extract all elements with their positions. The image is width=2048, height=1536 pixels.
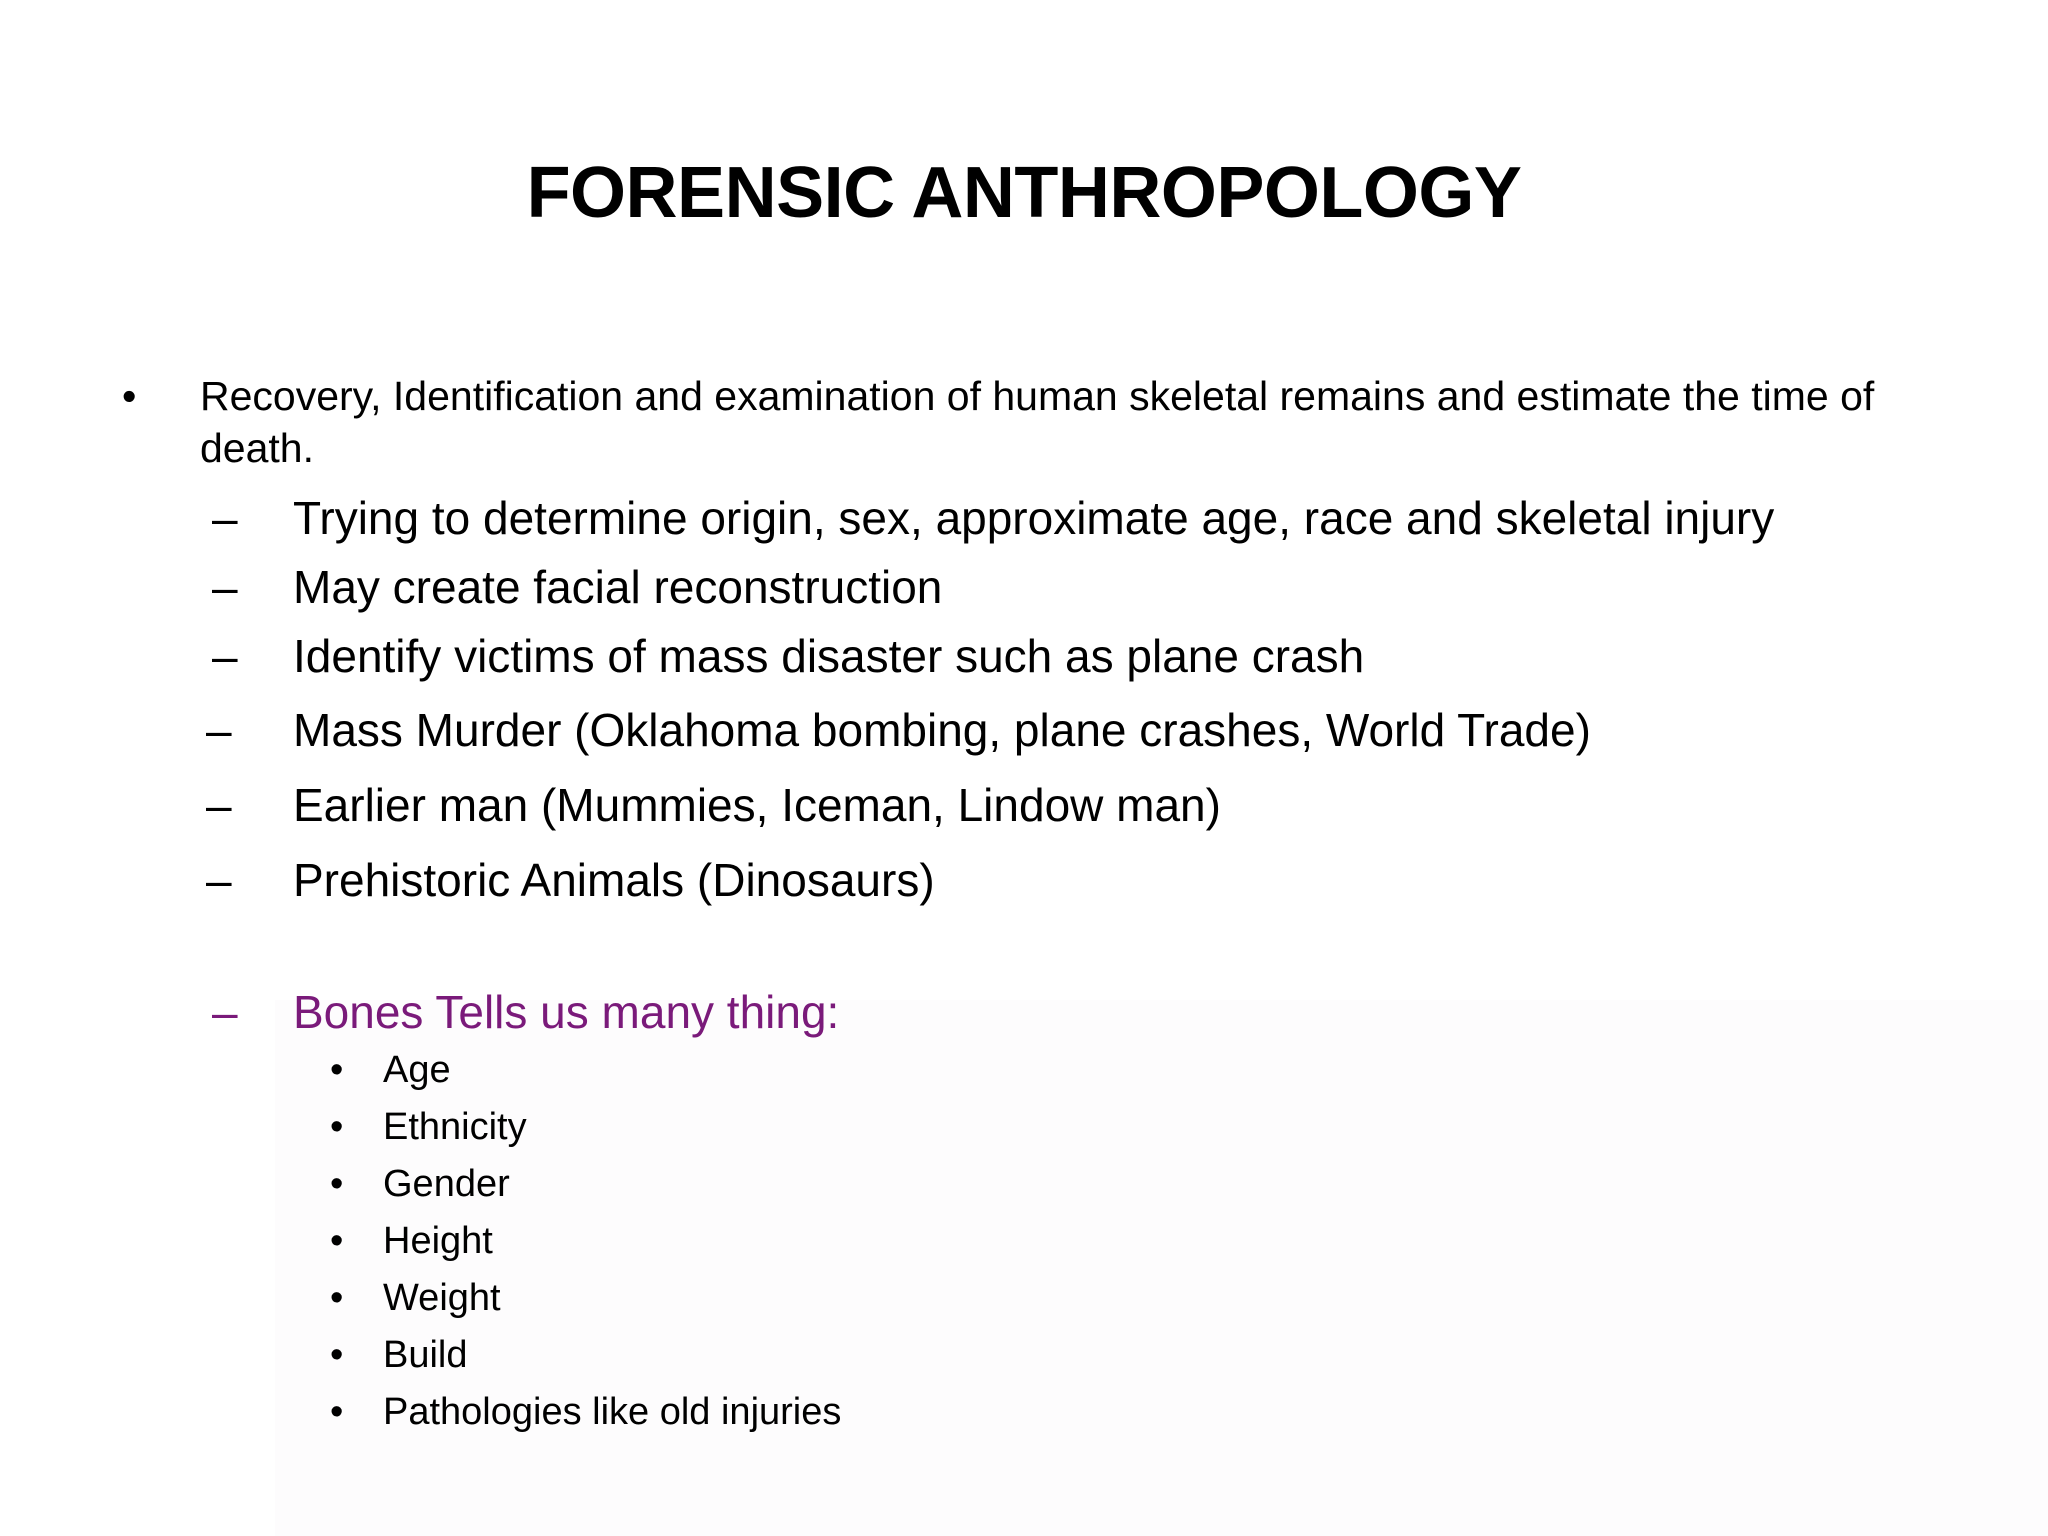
bullet-icon: •	[122, 373, 137, 419]
bullet-icon: •	[330, 1220, 344, 1262]
bullet-icon: •	[330, 1106, 344, 1148]
bullet-icon: •	[330, 1049, 344, 1091]
bullet-icon: •	[330, 1391, 344, 1433]
sub-list-item-text: Build	[383, 1334, 468, 1376]
bullet-icon: •	[330, 1163, 344, 1205]
dash-icon: –	[206, 779, 232, 831]
background-panel	[275, 1000, 2048, 1536]
dash-icon: –	[206, 704, 232, 756]
sub-list-item-text: Age	[383, 1049, 451, 1091]
list-item-text: Mass Murder (Oklahoma bombing, plane crashes, World Trade)	[293, 704, 1591, 756]
sub-list-item-text: Pathologies like old injuries	[383, 1391, 842, 1433]
list-item-text: Earlier man (Mummies, Iceman, Lindow man)	[293, 779, 1221, 831]
sub-list-item-text: Height	[383, 1220, 493, 1262]
bullet-icon: •	[330, 1277, 344, 1319]
dash-icon: –	[206, 854, 232, 906]
dash-icon: –	[212, 630, 238, 682]
sub-list-item-text: Ethnicity	[383, 1106, 527, 1148]
dash-icon: –	[212, 561, 238, 613]
main-bullet-text: Recovery, Identification and examination of human skeletal remains and estimate the time of death.	[200, 373, 1875, 471]
dash-icon: –	[212, 986, 238, 1038]
list-item-text: Identify victims of mass disaster such as plane crash	[293, 630, 1365, 682]
highlight-item-text: Bones Tells us many thing:	[293, 986, 840, 1038]
dash-icon: –	[212, 492, 238, 544]
sub-list-item-text: Weight	[383, 1277, 501, 1319]
list-item-text: May create facial reconstruction	[293, 561, 943, 613]
slide-title: FORENSIC ANTHROPOLOGY	[526, 153, 1522, 233]
sub-list-item-text: Gender	[383, 1163, 510, 1205]
bullet-icon: •	[330, 1334, 344, 1376]
list-item-text: Prehistoric Animals (Dinosaurs)	[293, 854, 935, 906]
list-item-text: Trying to determine origin, sex, approximate age, race and skeletal injury	[293, 492, 1775, 544]
